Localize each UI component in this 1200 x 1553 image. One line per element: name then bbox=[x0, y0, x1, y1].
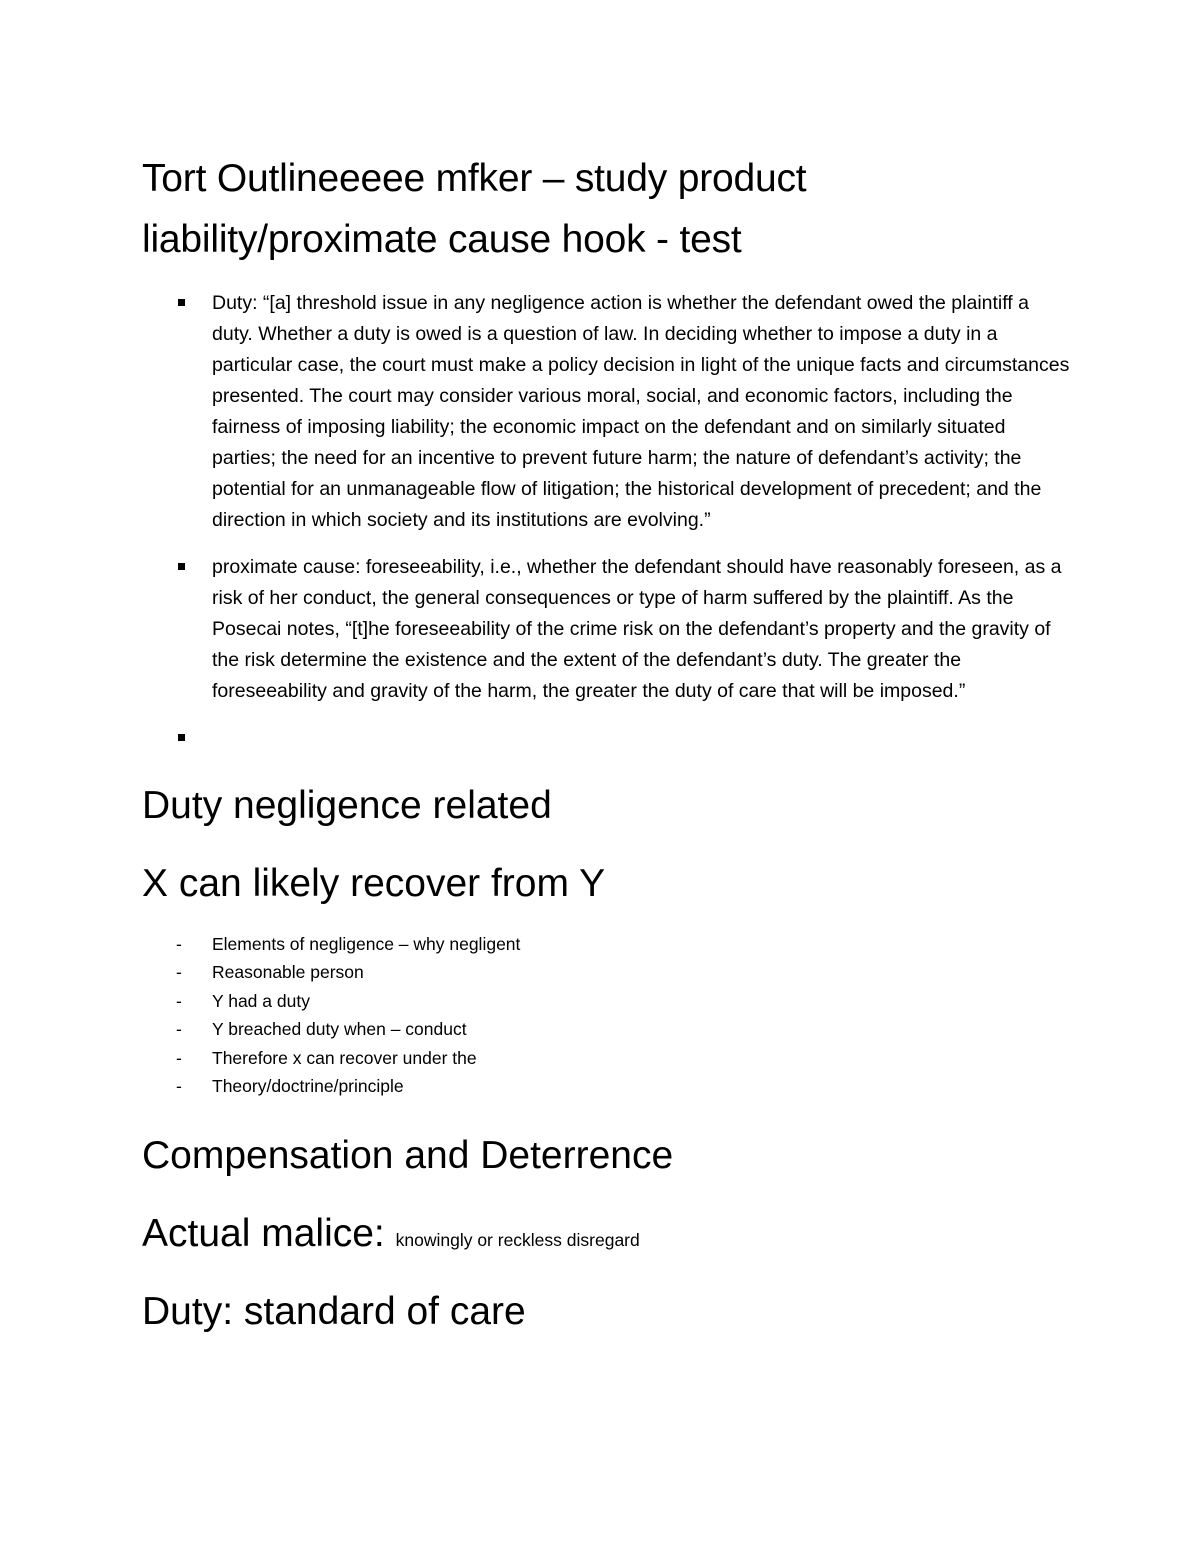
heading-duty-negligence: Duty negligence related bbox=[142, 784, 552, 827]
heading-actual-malice bbox=[142, 1208, 1072, 1260]
dash-list-item bbox=[142, 930, 1072, 958]
dash-marker-icon: - bbox=[176, 962, 182, 983]
dash-list-item bbox=[142, 1044, 1072, 1072]
dash-item-text: Therefore x can recover under the bbox=[212, 1047, 477, 1068]
dash-item-text: Y breached duty when – conduct bbox=[212, 1019, 467, 1040]
bullet-item-empty bbox=[142, 723, 1072, 754]
bullet-text-duty: Duty: “[a] threshold issue in any negligence action is whether the defendant owed the plaintiff a duty. Whether a duty is owed is a question of law. In deciding whether to impose a duty in a particular case, the court must make a policy decision in light of the unique facts and circumstances presented. The court may consider various moral, social, and economic factors, including the fairness of imposing liability; the economic impact on the defendant and on similarly situated parties; the need for an incentive to prevent future harm; the nature of defendant’s activity; the potential for an unmanageable flow of litigation; the historical development of precedent; and the direction in which society and its institutions are evolving.” bbox=[212, 292, 1070, 531]
dash-marker-icon: - bbox=[176, 990, 182, 1011]
actual-malice-definition: knowingly or reckless disregard bbox=[395, 1230, 640, 1251]
document-title: Tort Outlineeeee mfker – study product liability/proximate cause hook - test bbox=[142, 157, 807, 261]
bullet-item-duty bbox=[142, 288, 1072, 536]
square-bullet-icon bbox=[178, 299, 185, 306]
dash-marker-icon: - bbox=[176, 934, 182, 954]
bullet-text-proximate-cause: proximate cause: foreseeability, i.e., whether the defendant should have reasonably foreseen, as a risk of her conduct, the general consequences or type of harm suffered by the plaintiff. As the Posecai notes, “[t]he foreseeability of the crime risk on the defendant’s property and the gravity of the risk determine the existence and the extent of the defendant’s duty. The greater the foreseeability and gravity of the harm, the greater the duty of care that will be imposed.” bbox=[212, 556, 1062, 702]
dash-list-item bbox=[142, 1072, 1072, 1100]
square-bullet-icon bbox=[178, 563, 185, 570]
dash-item-text: Reasonable person bbox=[212, 962, 364, 983]
heading-compensation: Compensation and Deterrence bbox=[142, 1134, 674, 1178]
dash-item-text: Elements of negligence – why negligent bbox=[212, 934, 521, 954]
bullet-item-proximate-cause bbox=[142, 552, 1072, 707]
dash-marker-icon: - bbox=[176, 1047, 182, 1068]
dash-marker-icon: - bbox=[176, 1019, 182, 1040]
dash-list-item bbox=[142, 958, 1072, 986]
dash-item-text: Theory/doctrine/principle bbox=[212, 1076, 404, 1097]
dash-marker-icon: - bbox=[176, 1076, 182, 1097]
document-body bbox=[142, 148, 1072, 1338]
actual-malice-label: Actual malice: bbox=[142, 1212, 385, 1256]
heading-recover: X can likely recover from Y bbox=[142, 862, 606, 905]
square-bullet-list bbox=[142, 288, 1072, 754]
dash-list-item bbox=[142, 987, 1072, 1015]
dash-list bbox=[142, 930, 1072, 1100]
dash-list-item bbox=[142, 1015, 1072, 1043]
dash-item-text: Y had a duty bbox=[212, 990, 310, 1011]
square-bullet-icon bbox=[178, 734, 185, 741]
heading-standard-of-care: Duty: standard of care bbox=[142, 1290, 526, 1334]
